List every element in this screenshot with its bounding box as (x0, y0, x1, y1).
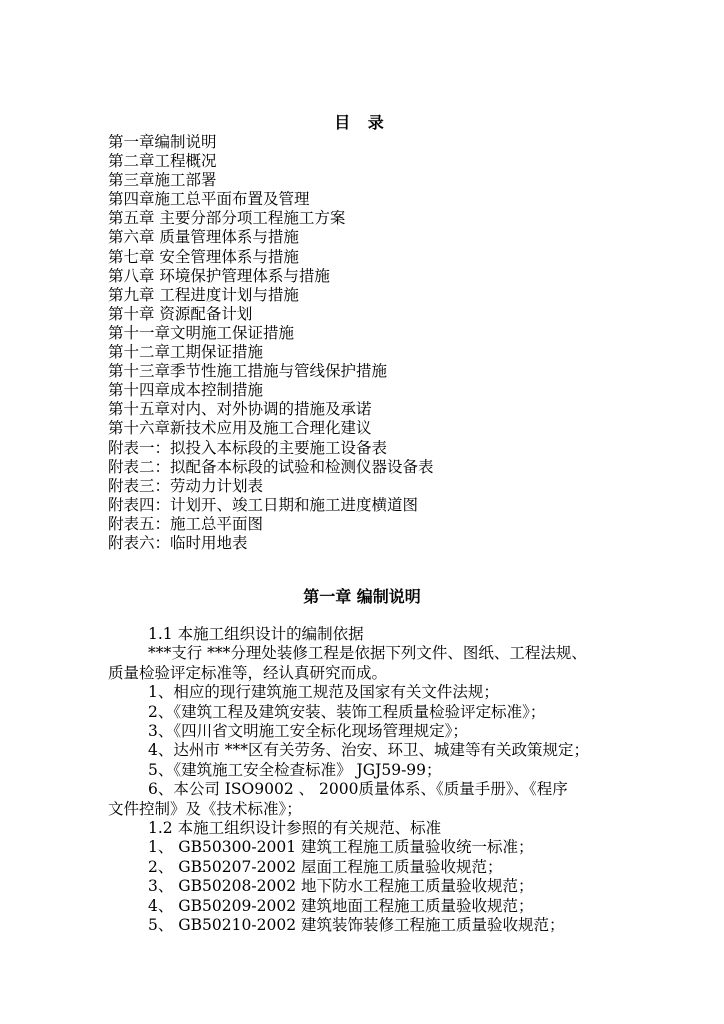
chapter-body (108, 625, 668, 936)
paragraph-line: 质量检验评定标准等，经认真研究而成。 (108, 663, 388, 682)
toc-item: 第二章工程概况 (108, 152, 217, 171)
toc-item: 附表一：拟投入本标段的主要施工设备表 (108, 438, 388, 457)
toc-item: 第五章 主要分部分项工程施工方案 (108, 209, 346, 228)
toc-item: 第七章 安全管理体系与措施 (108, 247, 299, 266)
toc-item: 第三章施工部署 (108, 171, 217, 190)
list-item: 4、 GB50209-2002 建筑地面工程施工质量验收规范； (148, 896, 534, 915)
toc-item: 第十五章对内、对外协调的措施及承诺 (108, 400, 372, 419)
toc-item: 附表二：拟配备本标段的试验和检测仪器设备表 (108, 457, 434, 476)
list-item: 3、《四川省文明施工安全标化现场管理规定》； (148, 722, 468, 741)
list-item: 1、相应的现行建筑施工规范及国家有关文件法规； (148, 683, 499, 702)
toc-item: 附表四：计划开、竣工日期和施工进度横道图 (108, 495, 419, 514)
section-heading: 1.2 本施工组织设计参照的有关规范、标准 (148, 819, 442, 838)
toc-item: 第十二章工期保证措施 (108, 343, 264, 362)
toc-item: 第四章施工总平面布置及管理 (108, 190, 310, 209)
paragraph-line: 文件控制》及《技术标准》； (108, 799, 302, 818)
toc-title: 目 录 (334, 113, 390, 132)
list-item: 6、本公司 ISO9002 、 2000质量体系、《质量手册》、《程序 (148, 780, 568, 799)
toc-item: 第一章编制说明 (108, 133, 217, 151)
table-of-contents (108, 133, 434, 553)
toc-item: 第十六章新技术应用及施工合理化建议 (108, 419, 372, 438)
toc-item: 第十章 资源配备计划 (108, 304, 253, 323)
toc-item: 第十三章季节性施工措施与管线保护措施 (108, 362, 388, 381)
toc-item: 第九章 工程进度计划与措施 (108, 285, 299, 304)
chapter-title: 第一章 编制说明 (303, 587, 421, 606)
toc-item: 第六章 质量管理体系与措施 (108, 228, 299, 247)
list-item: 2、 GB50207-2002 屋面工程施工质量验收规范； (148, 857, 503, 876)
section-heading: 1.1 本施工组织设计的编制依据 (148, 625, 364, 643)
toc-item: 附表五：施工总平面图 (108, 514, 264, 533)
toc-item: 第十四章成本控制措施 (108, 381, 264, 400)
list-item: 5、 GB50210-2002 建筑装饰装修工程施工质量验收规范； (148, 916, 565, 935)
list-item: 2、《建筑工程及建筑安装、装饰工程质量检验评定标准》； (148, 702, 546, 721)
toc-item: 附表三：劳动力计划表 (108, 476, 264, 495)
toc-item: 附表六：临时用地表 (108, 533, 248, 552)
paragraph-line: ***支行 ***分理处装修工程是依据下列文件、图纸、工程法规、 (148, 644, 587, 663)
toc-item: 第十一章文明施工保证措施 (108, 323, 295, 342)
list-item: 1、 GB50300-2001 建筑工程施工质量验收统一标准； (148, 838, 534, 857)
toc-item: 第八章 环境保护管理体系与措施 (108, 266, 330, 285)
list-item: 4、达州市 ***区有关劳务、治安、环卫、城建等有关政策规定； (148, 741, 590, 760)
list-item: 5、《建筑施工安全检查标准》 JGJ59-99； (148, 760, 442, 779)
list-item: 3、 GB50208-2002 地下防水工程施工质量验收规范； (148, 877, 534, 896)
